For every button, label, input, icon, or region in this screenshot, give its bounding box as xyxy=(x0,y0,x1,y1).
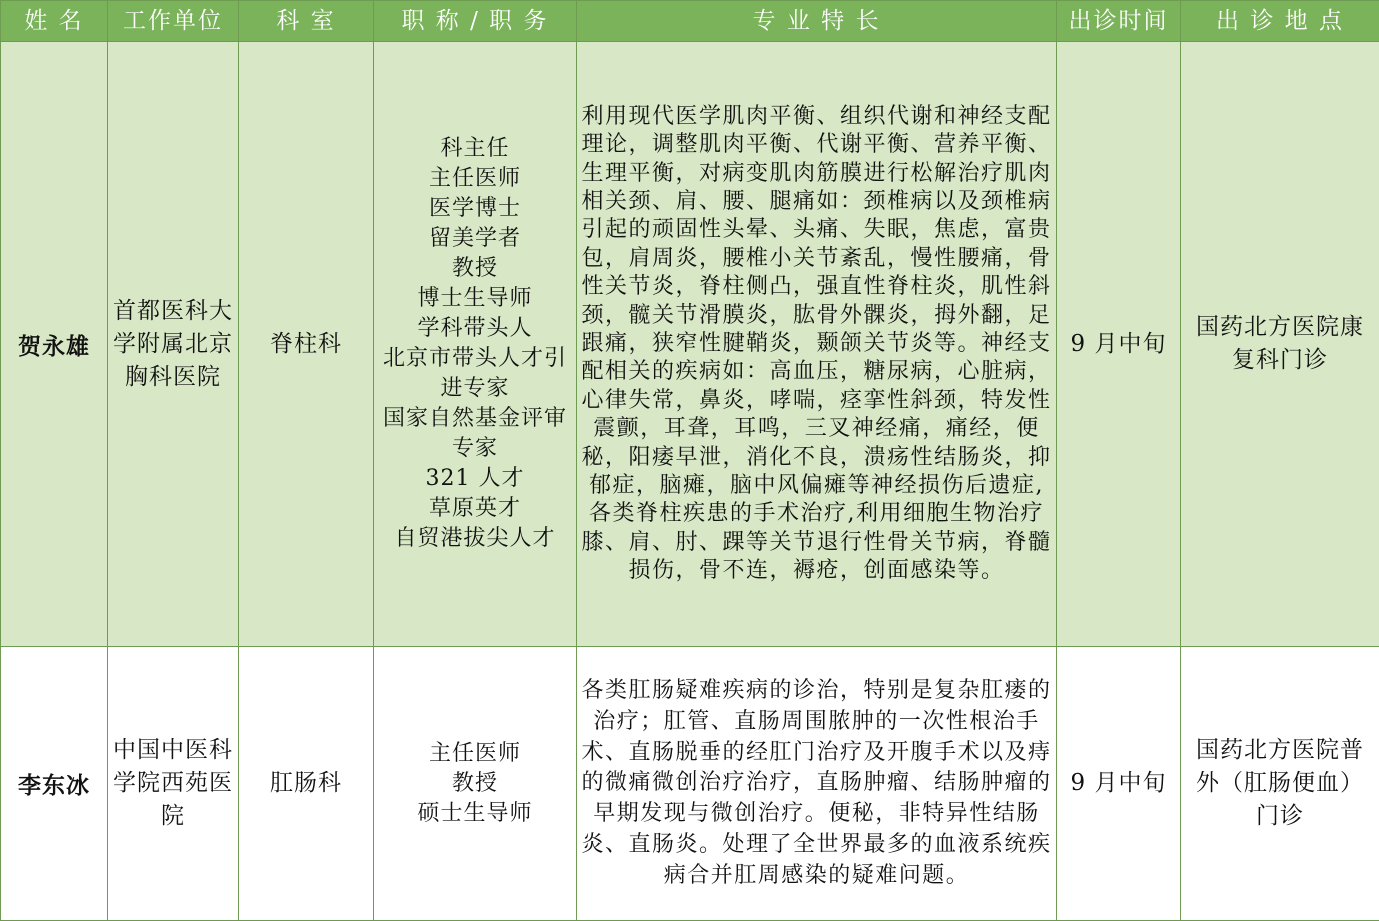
title-item: 主任医师 xyxy=(428,740,521,766)
department: 肛肠科 xyxy=(239,647,374,921)
clinic-location: 国药北方医院康复科门诊 xyxy=(1181,42,1379,647)
title-item: 321 人才 xyxy=(425,466,525,492)
work-unit: 首都医科大学附属北京胸科医院 xyxy=(108,42,239,647)
title-item: 主任医师 xyxy=(428,166,521,192)
titles-cell xyxy=(374,647,577,921)
table-row xyxy=(1,42,1379,647)
title-item: 科主任 xyxy=(440,136,510,162)
header-time: 出诊时间 xyxy=(1057,1,1181,42)
title-item: 学科带头人 xyxy=(417,316,533,342)
title-item: 草原英才 xyxy=(428,496,521,522)
doctor-name: 李东冰 xyxy=(1,647,108,921)
specialty-description: 利用现代医学肌肉平衡、组织代谢和神经支配理论，调整肌肉平衡、代谢平衡、营养平衡、生理平衡，对病变肌肉筋膜进行松解治疗肌肉相关颈、肩、腰、腿痛如：颈椎病以及颈椎病引起的顽固性头晕、头痛、失眠，焦虑，富贵包，肩周炎，腰椎小关节紊乱，慢性腰痛，骨性关节炎，脊柱侧凸，强直性脊柱炎，肌性斜颈，髋关节滑膜炎，肱骨外髁炎，拇外翻，足跟痛，狭窄性腱鞘炎，颞颌关节炎等。神经支配相关的疾病如：高血压，糖尿病，心脏病，心律失常，鼻炎，哮喘，痉挛性斜颈，特发性震颤，耳聋，耳鸣，三叉神经痛，痛经，便秘，阳痿早泄，消化不良，溃疡性结肠炎，抑郁症，脑瘫，脑中风偏瘫等神经损伤后遗症,各类脊柱疾患的手术治疗,利用细胞生物治疗膝、肩、肘、踝等关节退行性骨关节病，脊髓损伤，骨不连，褥疮，创面感染等。 xyxy=(577,42,1057,647)
header-unit: 工作单位 xyxy=(108,1,239,42)
header-name: 姓 名 xyxy=(1,1,108,42)
title-item: 留美学者 xyxy=(428,226,521,252)
title-item: 硕士生导师 xyxy=(417,800,533,826)
header-title: 职 称 / 职 务 xyxy=(374,1,577,42)
header-dept: 科 室 xyxy=(239,1,374,42)
clinic-time: 9 月中旬 xyxy=(1057,647,1181,921)
title-item: 教授 xyxy=(451,770,498,796)
title-item: 北京市带头人才引进专家 xyxy=(382,346,567,402)
title-item: 博士生导师 xyxy=(417,286,533,312)
title-item: 自贸港拔尖人才 xyxy=(394,526,556,552)
table-row xyxy=(1,647,1379,921)
header-location: 出 诊 地 点 xyxy=(1181,1,1379,42)
clinic-location: 国药北方医院普外（肛肠便血）门诊 xyxy=(1181,647,1379,921)
work-unit: 中国中医科学院西苑医院 xyxy=(108,647,239,921)
doctor-name: 贺永雄 xyxy=(1,42,108,647)
clinic-time: 9 月中旬 xyxy=(1057,42,1181,647)
titles-cell xyxy=(374,42,577,647)
department: 脊柱科 xyxy=(239,42,374,647)
header-row xyxy=(1,1,1379,42)
title-item: 国家自然基金评审专家 xyxy=(382,406,567,462)
title-item: 医学博士 xyxy=(428,196,521,222)
title-item: 教授 xyxy=(451,256,498,282)
header-specialty: 专 业 特 长 xyxy=(577,1,1057,42)
specialty-description: 各类肛肠疑难疾病的诊治，特别是复杂肛瘘的治疗；肛管、直肠周围脓肿的一次性根治手术、直肠脱垂的经肛门治疗及开腹手术以及痔的微痛微创治疗治疗，直肠肿瘤、结肠肿瘤的早期发现与微创治疗。便秘，非特异性结肠炎、直肠炎。处理了全世界最多的血液系统疾病合并肛周感染的疑难问题。 xyxy=(577,647,1057,921)
